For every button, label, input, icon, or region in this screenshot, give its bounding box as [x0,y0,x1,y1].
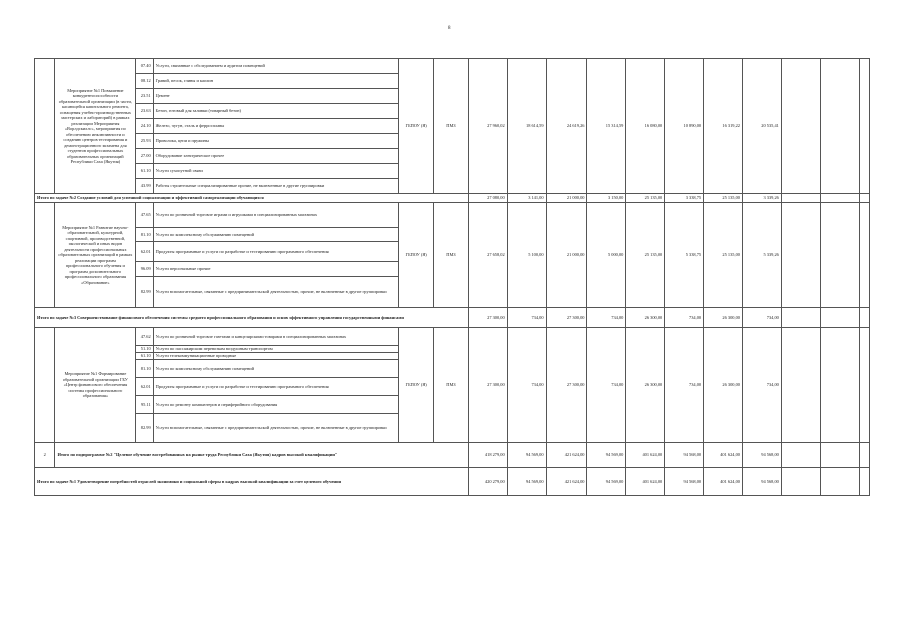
total-value: 25 135,00 [626,194,665,203]
total-row [35,443,870,468]
value-cell: 734,00 [665,328,704,443]
row-number: 2 [35,443,55,468]
service-name: Услуги персональные прочие [153,262,399,277]
okpd-code: 07.40 [136,59,153,74]
page-number: 8 [448,26,451,31]
service-name: Услуги по розничной торговле газетами и канцелярскими товарами в специализированных магазинах [153,328,399,346]
total-row [35,194,870,203]
total-label: Итого по задаче №2 Создание условий для успешной социализации и эффективной самореализации обучающихся [35,194,469,203]
okpd-code: 95.11 [136,396,153,414]
okpd-code: 82.99 [136,277,153,308]
okpd-code: 81.10 [136,360,153,378]
value-cell: 16 319,22 [704,59,743,194]
total-value: 94 568,00 [742,468,781,496]
value-cell: 24 619,26 [546,59,587,194]
service-name: Гравий, песок, глины и каолин [153,74,399,89]
value-cell: 27 300,00 [468,328,507,443]
value-cell: 734,00 [587,328,626,443]
service-name: Услуги вспомогательные, связанные с предпринимательской деятельностью, прочие, не включенные в другие группировки [153,414,399,443]
total-label: Итого по задаче №3 Совершенствование финансового обеспечения системы среднего профессионального образования и основ эффективного управления государственными финансами [35,308,469,328]
total-value: 27 300,00 [468,308,507,328]
total-value: 418 279,00 [468,443,507,468]
okpd-code: 27.00 [136,149,153,164]
org-cell: Мероприятие №1 Формирование образовательной организации ГБУ «Центр финансового обеспечения системы профессионального образования» [55,328,136,443]
total-value: 734,00 [587,308,626,328]
service-name: Проволока, цепи и пружины [153,134,399,149]
okpd-code: 81.10 [136,228,153,242]
total-value: 21 000,00 [546,194,587,203]
value-cell: 5 339,26 [742,203,781,308]
total-value: 26 300,00 [626,308,665,328]
okpd-code: 62.01 [136,378,153,396]
okpd-code: 96.09 [136,262,153,277]
service-name: Услуги сухопутной связи [153,164,399,179]
service-name: Продукты программные и услуги по разработке и тестированию программного обеспечения [153,378,399,396]
total-label: Итого по задаче №1 Удовлетворение потребностей отраслей экономики и социальной сферы в кадрах высокой квалификации за счет целевого обучения [35,468,469,496]
service-name: Услуги по пассажирским перевозкам воздушным транспортом [153,346,399,353]
value-cell: 5 100,00 [507,203,546,308]
table-row [35,59,870,74]
total-value: 25 135,00 [704,194,743,203]
okpd-code: 08.12 [136,74,153,89]
service-name: Цемент [153,89,399,104]
total-value: 420 279,00 [468,468,507,496]
total-label: Итого по подпрограмме №2 "Целевое обучение востребованных на рынке труда Республики Саха (Якутия) кадров высокой квалификации" [55,443,468,468]
total-value: 401 624,00 [626,443,665,468]
total-value: 734,00 [507,308,546,328]
value-cell: 21 000,00 [546,203,587,308]
service-name: Работы строительные специализированные прочие, не включенные в другие группировки [153,179,399,194]
total-value: 94 569,00 [587,443,626,468]
value-cell: 734,00 [507,328,546,443]
value-cell: 27 658,02 [468,203,507,308]
okpd-code: 24.10 [136,119,153,134]
value-cell: 26 300,00 [626,328,665,443]
total-row [35,308,870,328]
value-cell: 20 535,41 [742,59,781,194]
total-value: 401 624,00 [704,443,743,468]
okpd-code: 25.93 [136,134,153,149]
total-value: 94 569,00 [507,443,546,468]
okpd-code: 61.10 [136,164,153,179]
type-cell: ПМЗ [434,203,469,308]
value-cell: 15 314,59 [587,59,626,194]
org-cell: Мероприятие №1 Повышение конкурентоспособности образовательной организации (в части, касающейся капитального ремонта, оснащения учебно-производственных мастерских и лабораторий) в рамках реализации Мероприятия «Ворлдскиллс», мероприятия по обеспечению инклюзивности и созданию центров тестирования и демонстрационного экзамена для студентов профессиональных образовательных организаций Республики Саха (Якутия) [55,59,136,194]
total-value: 94 568,00 [665,443,704,468]
total-row [35,468,870,496]
total-value: 27 300,00 [546,308,587,328]
service-name: Услуги телекоммуникационные проводные [153,353,399,360]
total-value: 27 080,00 [468,194,507,203]
value-cell: 25 135,00 [626,203,665,308]
table-row [35,328,870,346]
total-value: 94 569,00 [507,468,546,496]
service-name: Бетон, готовый для заливки (товарный бетон) [153,104,399,119]
okpd-code: 61.10 [136,353,153,360]
value-cell: 5 338,75 [665,203,704,308]
okpd-code: 62.01 [136,242,153,262]
service-name: Услуги по комплексному обслуживанию помещений [153,360,399,378]
value-cell: 27 300,00 [546,328,587,443]
okpd-code: 23.63 [136,104,153,119]
total-value: 421 624,00 [546,468,587,496]
value-cell: 18 614,59 [507,59,546,194]
okpd-code: 23.51 [136,89,153,104]
okpd-code: 47.65 [136,203,153,228]
service-name: Услуги, связанные с обследованием и аудитом помещений [153,59,399,74]
budget-table [34,58,870,496]
value-cell: 25 135,00 [704,203,743,308]
org-cell: Мероприятие №1 Развитие научно-образовательной, культурной, спортивной, производственной, экологической и иных видов деятельности профессиональных образовательных организаций в рамках реализации программ профессионального обучения и программ дополнительного профессионального образования «Образование» [55,203,136,308]
service-name: Оборудование электрическое прочее [153,149,399,164]
total-value: 94 568,00 [742,443,781,468]
value-cell: 26 300,00 [704,328,743,443]
service-name: Услуги по розничной торговле играми и игрушками в специализированных магазинах [153,203,399,228]
service-name: Услуги по ремонту компьютеров и периферийного оборудования [153,396,399,414]
value-cell: 27 960,02 [468,59,507,194]
total-value: 94 568,00 [665,468,704,496]
type-cell: ПМЗ [434,328,469,443]
grbs-cell: ГБПОУ (Я) [399,59,434,194]
total-value: 94 569,00 [587,468,626,496]
value-cell: 734,00 [742,328,781,443]
table-row [35,203,870,228]
total-value: 3 141,00 [507,194,546,203]
value-cell: 10 890,00 [665,59,704,194]
service-name: Услуги вспомогательные, связанные с предпринимательской деятельностью, прочие, не включенные в другие группировки [153,277,399,308]
total-value: 734,00 [742,308,781,328]
type-cell: ПМЗ [434,59,469,194]
okpd-code: 47.62 [136,328,153,346]
total-value: 401 624,00 [626,468,665,496]
service-name: Железо, чугун, сталь и ферросплавы [153,119,399,134]
total-value: 401 624,00 [704,468,743,496]
value-cell: 16 080,00 [626,59,665,194]
total-value: 3 150,00 [587,194,626,203]
value-cell: 5 000,00 [587,203,626,308]
service-name: Продукты программные и услуги по разработке и тестированию программного обеспечения [153,242,399,262]
grbs-cell: ГБПОУ (Я) [399,328,434,443]
total-value: 3 339,26 [742,194,781,203]
okpd-code: 43.99 [136,179,153,194]
total-value: 26 300,00 [704,308,743,328]
total-value: 3 338,75 [665,194,704,203]
okpd-code: 51.10 [136,346,153,353]
total-value: 421 624,00 [546,443,587,468]
service-name: Услуги по комплексному обслуживанию помещений [153,228,399,242]
okpd-code: 82.99 [136,414,153,443]
total-value: 734,00 [665,308,704,328]
grbs-cell: ГБПОУ (Я) [399,203,434,308]
